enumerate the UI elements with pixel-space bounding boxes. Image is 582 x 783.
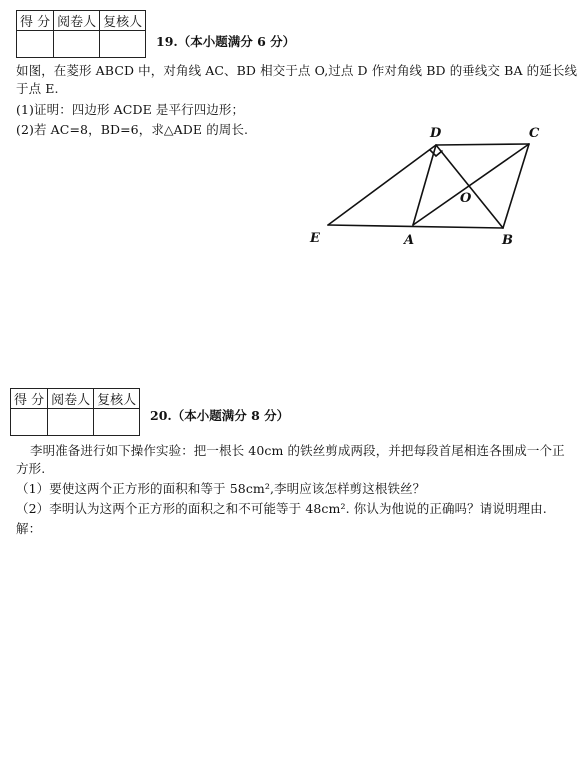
q20-score-header: 得 分 bbox=[11, 389, 48, 409]
q19-line-1: 如图，在菱形 ABCD 中，对角线 AC、BD 相交于点 O,过点 D 作对角线 BD 的垂线交 BA 的延长线 bbox=[16, 63, 578, 78]
label-E: E bbox=[310, 231, 320, 246]
q20-line-2: 方形. bbox=[16, 461, 46, 476]
q20-reviewer-header: 复核人 bbox=[94, 389, 140, 409]
label-C: C bbox=[529, 126, 540, 141]
q20-score-table bbox=[10, 388, 140, 436]
q20-line-1: 李明准备进行如下操作实验：把一根长 40cm 的铁丝剪成两段，并把每段首尾相连各围成一个正 bbox=[30, 443, 565, 458]
segment-DA bbox=[413, 145, 436, 225]
label-D: D bbox=[430, 126, 442, 141]
q19-reviewer-header: 复核人 bbox=[100, 11, 146, 31]
segment-ED bbox=[328, 145, 436, 225]
q20-grader-cell[interactable] bbox=[48, 409, 94, 436]
q19-part-2: (2)若 AC=8，BD=6，求△ADE 的周长. bbox=[16, 122, 249, 137]
q20-reviewer-cell[interactable] bbox=[94, 409, 140, 436]
segment-DC bbox=[436, 144, 529, 145]
rhombus-figure bbox=[300, 120, 550, 250]
label-B: B bbox=[502, 233, 513, 248]
label-A: A bbox=[404, 233, 415, 248]
q19-line-2: 于点 E. bbox=[16, 81, 59, 96]
q19-score-header: 得 分 bbox=[17, 11, 54, 31]
q19-score-cell[interactable] bbox=[17, 31, 54, 58]
q19-reviewer-cell[interactable] bbox=[100, 31, 146, 58]
q19-grader-cell[interactable] bbox=[54, 31, 100, 58]
q20-part-2: （2）李明认为这两个正方形的面积之和不可能等于 48cm². 你认为他说的正确吗？请说明理由. bbox=[16, 501, 547, 516]
segment-AC bbox=[413, 144, 529, 225]
q20-answer-label: 解： bbox=[16, 521, 42, 536]
q19-grader-header: 阅卷人 bbox=[54, 11, 100, 31]
q19-score-table bbox=[16, 10, 146, 58]
q20-title: 20.（本小题满分 8 分） bbox=[150, 408, 290, 423]
segment-EB bbox=[328, 225, 503, 228]
segment-CB bbox=[503, 144, 529, 228]
q19-part-1: (1)证明：四边形 ACDE 是平行四边形； bbox=[16, 102, 245, 117]
q19-title: 19.（本小题满分 6 分） bbox=[156, 34, 296, 49]
label-O: O bbox=[460, 191, 472, 206]
q20-grader-header: 阅卷人 bbox=[48, 389, 94, 409]
q20-part-1: （1）要使这两个正方形的面积和等于 58cm²,李明应该怎样剪这根铁丝？ bbox=[16, 481, 426, 496]
q20-score-cell[interactable] bbox=[11, 409, 48, 436]
